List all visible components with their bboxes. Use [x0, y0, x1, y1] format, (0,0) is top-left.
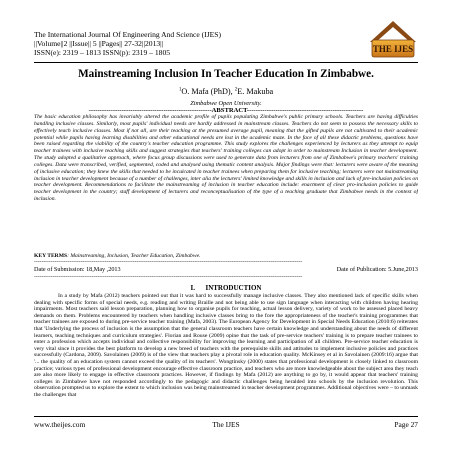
- abstract-text: The basic education philosophy has invariably altered the academic profile of pupils populating Zimbabwe's public primary schools. Teachers are having difficulties handling inclusive classes. Similarly, most pupils' individual needs are hardly addressed in mainstream classes. Teachers do not seem to possess the necessary skills to effectively teach inclusive classes. Most if not all, are their teaching at the presumed average pupil, meaning that the gifted pupils are not cultivated to their academic potential while pupils having learning disabilities and other educational needs are lost in the academic maze. In the face of all these didactic problems, questions have been raised regarding the viability of the country's teacher education programme. This study explores the challenges experienced by lecturers as they attempt to equip teacher trainees with inclusive teaching skills and suggest strategies that teachers' training colleges can adopt in order to mainstream Inclusion in teacher development. The study adopted a qualitative approach, where focus group discussions were used to generate data from lecturers from one of Zimbabwe's primary teachers' training colleges. Data were transcribed, verified, segmented, coded and analysed using thematic content analysis. Major findings were that: lecturers were aware of the meaning of inclusive education; they knew the skills that needed to be inculcated in teacher trainees when preparing them for inclusive teaching; lecturers were not mainstreaming inclusion in teacher development because of a number of challenges, inter alia the lecturers' limited knowledge and skills in inclusion and lack of pre-inclusion policies on teacher development. Recommendations to facilitate the mainstreaming of inclusion in teacher education include: enactment of clear pro-inclusion policies to guide teacher development in the country; staff development of lecturers and reconceptualisation of the type of a teaching graduate that Zimbabwe needs in the context of inclusion.: [34, 114, 418, 203]
- journal-logo: [366, 18, 420, 62]
- author2-mark: 2: [234, 87, 238, 93]
- dates-line: [34, 266, 418, 273]
- paper-title: Mainstreaming Inclusion In Teacher Education In Zimbabwe.: [78, 68, 374, 80]
- footer-page: Page 27: [394, 420, 418, 429]
- affiliation: Zimbabwe Open University.: [190, 100, 262, 107]
- footer-website: www.theijes.com: [34, 420, 86, 429]
- header-rule: [34, 62, 418, 63]
- footer-journal: The IJES: [212, 420, 240, 429]
- introduction-text: [34, 293, 418, 411]
- abstract-heading: --------------------------------------------------------ABSTRACT-----------------------------------------------------: [88, 107, 364, 114]
- journal-issn: ISSN(e): 2319 – 1813 ISSN(p): 2319 – 1805: [34, 48, 171, 57]
- author1: O. Mafa (PhD): [181, 87, 231, 96]
- keywords-label: KEY TERMS: [34, 253, 68, 259]
- journal-header: [34, 30, 221, 57]
- journal-volume: ||Volume||2 ||Issue|| 5 ||Pages|| 27-32||2013||: [34, 39, 164, 48]
- divider-bottom: ------------------------------------------------------------------------------------------------------------------------------------------------: [34, 274, 303, 280]
- logo-text: THE IJES: [372, 44, 414, 54]
- journal-name: The International Journal Of Engineering And Science (IJES): [34, 30, 222, 39]
- introduction-paragraph: In a study by Mafa (2012) teachers pointed out that it was hard to successfully manage inclusive classes. They also mentioned lack of specific skills when dealing with specific forms of special needs, e.g. reading and writing Braille and not being able to use sign language when interacting with children having hearing impairments. Most teachers said lesson preparation, planning how to organise pupils for teaching, actual lesson delivery, variety of work to be assessed placed heavy demands on them. Problems encountered by teachers when handling inclusive classes bring to the fore the appropriateness of the teacher's training programmes that teacher trainees are exposed to during pre-service teacher training (Mafa, 2003). The European Agency for Development in Special Needs Education (2010:6) reiterates that 'Underlying the process of inclusion is the assumption that the general classroom teachers have certain knowledge and understanding about the needs of different learners, teaching techniques and curriculum strategies'. Florian and Rouse (2009) opine that the task of pre-service teachers' training is to prepare teacher trainees to enter a profession which accepts individual and collective responsibility for improving the learning and participation of all children. Pre-service teacher education is very vital since it provides the best platform to develop a new breed of teachers with the prerequisite skills and attitudes to implement inclusive policies and practices successfully (Cardona, 2009). Savolainen (2009) is of the view that teachers play a pivotal role in education quality. McKinsey et al in Savolainen (2009:16) argue that '... the quality of an education system cannot exceed the quality of its teachers'. Wongtinsky (2000) states that professional development is closely linked to classroom practice; various types of professional development encourage effective classroom practice, and teachers who are more knowledgeable about the subject area they teach are also more likely to engage in effective classroom practices. However, if findings by Mafa (2012) are anything to go by, it would appear that teachers' training colleges in Zimbabwe have not responded accordingly to the pedagogic and didactic challenges being heralded into schools by the inclusion revolution. This observation prompted us to explore the extent to which inclusion was being mainstreamed in teacher development programmes. Additional objectives were – to unmask the challenges that: [34, 293, 418, 398]
- submission-date: Date of Submission: 18,May ,2013: [34, 266, 121, 273]
- section-heading: I. INTRODUCTION: [190, 284, 262, 292]
- page-footer: [34, 420, 418, 429]
- footer-rule: [34, 416, 418, 417]
- author-line: $^1$O. Mafa (PhD), $^2$E. Makuba: [178, 87, 274, 96]
- author2: E. Makuba: [237, 87, 274, 96]
- keywords: : Mainstreaming, Inclusion, Teacher Education, Zimbabwe.: [67, 253, 201, 259]
- author1-mark: 1: [178, 87, 182, 93]
- publication-date: Date of Publication: 5.June,2013: [336, 266, 418, 273]
- divider-top: ------------------------------------------------------------------------------------------------------------------------------------------------: [34, 259, 303, 265]
